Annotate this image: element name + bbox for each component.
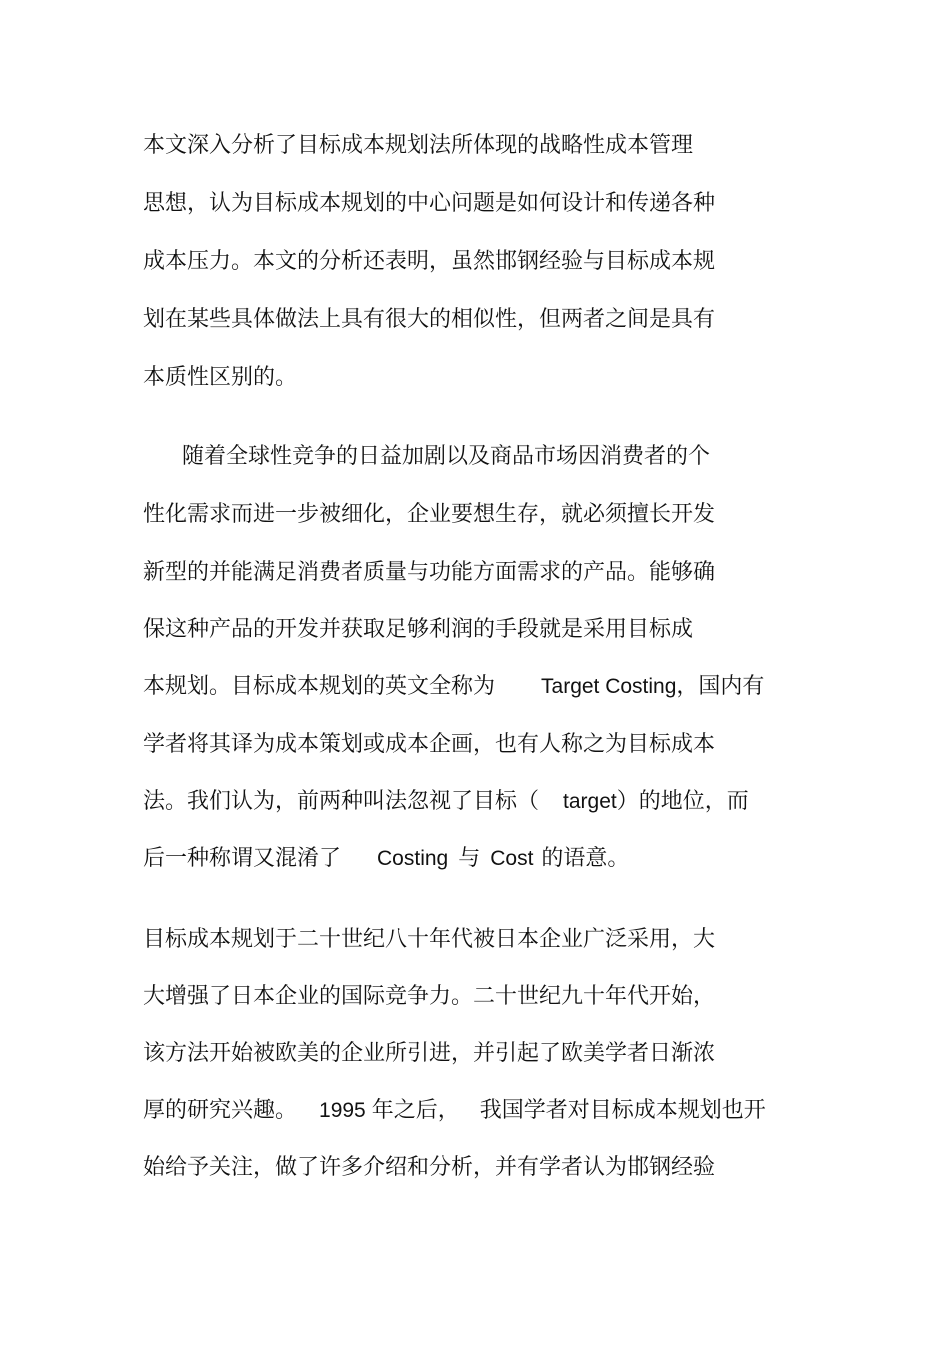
text-line: 划在某些具体做法上具有很大的相似性，但两者之间是具有 [143, 307, 716, 332]
text-segment: 本规划。目标成本规划的英文全称为 [143, 674, 496, 699]
text-line: 思想，认为目标成本规划的中心问题是如何设计和传递各种 [143, 191, 716, 216]
term-target-costing: Target Costing [541, 675, 677, 698]
text-line: 该方法开始被欧美的企业所引进，并引起了欧美学者日渐浓 [143, 1041, 716, 1066]
text-segment: ）的地位，而 [616, 789, 749, 814]
term-costing: Costing [377, 847, 449, 870]
text-line: 本质性区别的。 [143, 365, 298, 390]
text-line: 目标成本规划于二十世纪八十年代被日本企业广泛采用，大 [143, 927, 716, 952]
text-segment: ，国内有 [676, 674, 765, 699]
text-segment: 与 [458, 846, 481, 871]
text-line: 成本压力。本文的分析还表明，虽然邯钢经验与目标成本规 [143, 249, 716, 274]
text-line: 保这种产品的开发并获取足够利润的手段就是采用目标成 [143, 617, 694, 642]
text-line: 新型的并能满足消费者质量与功能方面需求的产品。能够确 [143, 560, 716, 585]
text-segment: 厚的研究兴趣。 [143, 1098, 298, 1123]
text-line: 学者将其译为成本策划或成本企画，也有人称之为目标成本 [143, 732, 716, 757]
text-line: 本文深入分析了目标成本规划法所体现的战略性成本管理 [143, 133, 694, 158]
text-segment: 法。我们认为，前两种叫法忽视了目标（ [143, 789, 540, 814]
text-segment: 的语意。 [541, 846, 630, 871]
text-line: 随着全球性竞争的日益加剧以及商品市场因消费者的个 [182, 444, 711, 469]
text-segment: 年之后， [371, 1098, 460, 1123]
text-line: 大增强了日本企业的国际竞争力。二十世纪九十年代开始， [143, 984, 716, 1009]
text-segment: 我国学者对目标成本规划也开 [479, 1098, 766, 1123]
text-line [143, 672, 764, 702]
text-line: 性化需求而进一步被细化，企业要想生存，就必须擅长开发 [143, 502, 716, 527]
text-line: 始给予关注，做了许多介绍和分析，并有学者认为邯钢经验 [143, 1155, 716, 1180]
year-number: 1995 [319, 1099, 366, 1122]
text-line [143, 844, 629, 874]
text-segment: 后一种称谓又混淆了 [143, 846, 342, 871]
text-line [143, 787, 749, 817]
text-line [143, 1096, 766, 1126]
term-cost: Cost [490, 847, 534, 870]
term-target: target [563, 790, 617, 813]
